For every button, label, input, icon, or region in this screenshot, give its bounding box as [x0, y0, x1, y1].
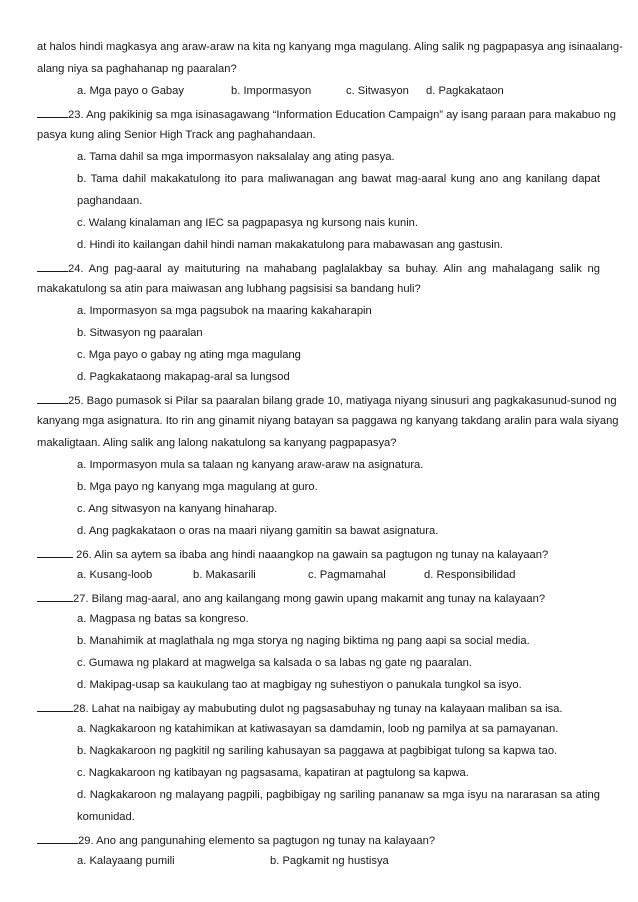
q23-stem-text: Ang pakikinig sa mga isinasagawang “Information Education Campaign” ay isang paraan para makabuo ng	[86, 109, 616, 121]
q23-option-a: a. Tama dahil sa mga impormasyon naksalalay ang ating pasya.	[77, 151, 395, 163]
q29-option-b: b. Pagkamit ng hustisya	[270, 855, 389, 867]
q24-stem-text: Ang pag-aaral ay maituturing na mahabang paglalakbay sa buhay. Alin ang mahalagang salik ng	[88, 263, 601, 275]
q24-option-a: a. Impormasyon sa mga pagsubok na maaring kakaharapin	[77, 305, 372, 317]
answer-blank[interactable]	[37, 590, 73, 602]
q27-option-b: b. Manahimik at maglathala ng mga storya ng naging biktima ng pang aapi sa social media.	[77, 635, 530, 647]
q23-number: 23.	[68, 109, 84, 121]
q23-stem-line-1	[37, 106, 616, 122]
q25-option-c: c. Ang sitwasyon na kanyang hinaharap.	[77, 503, 278, 515]
q28-option-d-line-1: d. Nagkakaroon ng malayang pagpili, pagbibigay ng sariling pananaw sa mga isyu na nararasan sa ating	[77, 789, 600, 801]
q29-stem-text: Ano ang pangunahing elemento sa pagtugon ng tunay na kalayaan?	[96, 835, 436, 847]
q27-stem-line-1	[37, 590, 545, 606]
q25-stem-text: Bago pumasok si Pilar sa paaralan bilang grade 10, matiyaga niyang sinusuri ang pagkakasunud-sunod ng	[86, 395, 617, 407]
intro-line-1: at halos hindi magkasya ang araw-araw na kita ng kanyang mga magulang. Aling salik ng pagpapasya ang isinaalang-	[37, 41, 623, 53]
q26-number: 26.	[76, 549, 92, 561]
answer-blank[interactable]	[37, 106, 68, 118]
q25-stem-line-2: kanyang mga asignatura. Ito rin ang ginamit niyang batayan sa paggawa ng kanyang takdang aralin para wala siyang	[37, 415, 619, 427]
q23-option-b-line-1: b. Tama dahil makakatulong ito para maliwanagan ang bawat mag-aaral kung ano ang kanilang dapat	[77, 173, 600, 185]
intro-option-c: c. Sitwasyon	[346, 85, 409, 97]
q28-option-d-line-2: komunidad.	[77, 811, 135, 823]
q28-option-c: c. Nagkakaroon ng katibayan ng pagsasama, kapatiran at pagtulong sa kapwa.	[77, 767, 469, 779]
intro-line-2: alang niya sa paghahanap ng paaralan?	[37, 63, 237, 75]
q26-option-a: a. Kusang-loob	[77, 569, 153, 581]
intro-option-d: d. Pagkakataon	[426, 85, 504, 97]
q23-option-b-line-2: paghandaan.	[77, 195, 143, 207]
q26-stem-line-1	[37, 546, 548, 562]
q26-stem-text: Alin sa aytem sa ibaba ang hindi naaangkop na gawain sa pagtugon ng tunay na kalayaan?	[94, 549, 549, 561]
q28-number: 28.	[73, 703, 89, 715]
q23-option-d: d. Hindi ito kailangan dahil hindi naman makakatulong para mabawasan ang gastusin.	[77, 239, 504, 251]
q24-number: 24.	[68, 263, 84, 275]
q28-option-a: a. Nagkakaroon ng katahimikan at katiwasayan sa damdamin, loob ng pamilya at sa pamayanan.	[77, 723, 559, 735]
q27-option-d: d. Makipag-usap sa kaukulang tao at magbigay ng suhestiyon o panukala tungkol sa isyo.	[77, 679, 522, 691]
q27-option-c: c. Gumawa ng plakard at magwelga sa kalsada o sa labas ng gate ng paaralan.	[77, 657, 472, 669]
q26-option-c: c. Pagmamahal	[308, 569, 386, 581]
q28-stem-text: Lahat na naibigay ay mabubuting dulot ng pagsasabuhay ng tunay na kalayaan maliban sa isa.	[91, 703, 563, 715]
q25-option-b: b. Mga payo ng kanyang mga magulang at guro.	[77, 481, 318, 493]
q25-stem-line-3: makaligtaan. Aling salik ang lalong nakatulong sa kanyang pagpapasya?	[37, 437, 397, 449]
q25-option-a: a. Impormasyon mula sa talaan ng kanyang araw-araw na asignatura.	[77, 459, 424, 471]
q24-option-d: d. Pagkakataong makapag-aral sa lungsod	[77, 371, 290, 383]
answer-blank[interactable]	[37, 700, 73, 712]
answer-blank[interactable]	[37, 546, 73, 558]
q24-option-c: c. Mga payo o gabay ng ating mga magulang	[77, 349, 301, 361]
answer-blank[interactable]	[37, 392, 68, 404]
q28-option-b: b. Nagkakaroon ng pagkitil ng sariling kahusayan sa paggawa at pagbibigat tulong sa kapwa tao.	[77, 745, 558, 757]
q25-stem-line-1	[37, 392, 617, 408]
q27-option-a: a. Magpasa ng batas sa kongreso.	[77, 613, 249, 625]
q23-stem-line-2: pasya kung aling Senior High Track ang paghahandaan.	[37, 129, 316, 141]
q29-stem-line-1	[37, 832, 435, 848]
q25-number: 25.	[68, 395, 84, 407]
q23-option-c: c. Walang kinalaman ang IEC sa pagpapasya ng kursong nais kunin.	[77, 217, 419, 229]
q24-stem-line-1	[37, 260, 600, 276]
q27-number: 27.	[73, 593, 89, 605]
answer-blank[interactable]	[37, 832, 78, 844]
q28-stem-line-1	[37, 700, 563, 716]
q24-stem-line-2: makakatulong sa atin para maiwasan ang lubhang pagsisisi sa bandang huli?	[37, 283, 421, 295]
intro-option-b: b. Impormasyon	[231, 85, 312, 97]
q25-option-d: d. Ang pagkakataon o oras na maari niyang gamitin sa bawat asignatura.	[77, 525, 439, 537]
q29-option-a: a. Kalayaang pumili	[77, 855, 175, 867]
q29-number: 29.	[78, 835, 94, 847]
q27-stem-text: Bilang mag-aaral, ano ang kailangang mong gawin upang makamit ang tunay na kalayaan?	[91, 593, 546, 605]
q26-option-b: b. Makasarili	[193, 569, 256, 581]
q26-option-d: d. Responsibilidad	[424, 569, 516, 581]
intro-option-a: a. Mga payo o Gabay	[77, 85, 184, 97]
answer-blank[interactable]	[37, 260, 68, 272]
q24-option-b: b. Sitwasyon ng paaralan	[77, 327, 203, 339]
